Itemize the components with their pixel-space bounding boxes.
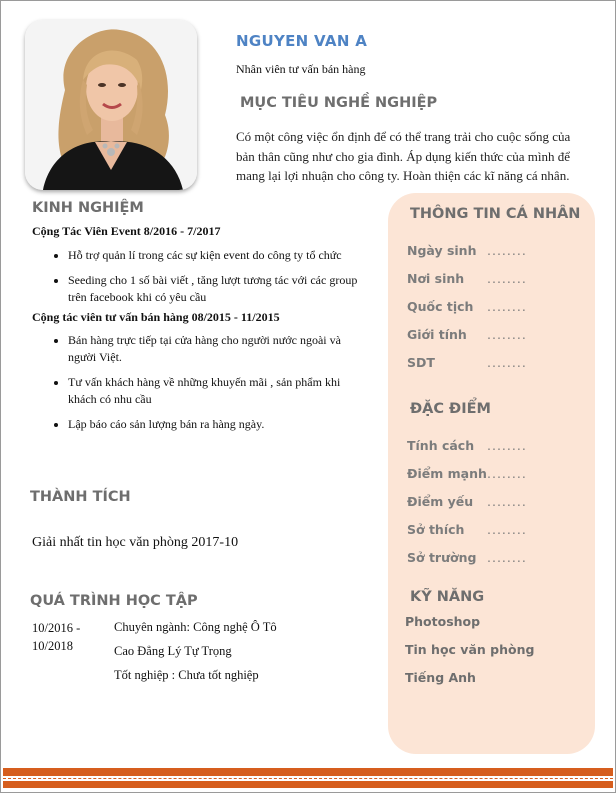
- objective-text: Có một công việc ổn định để có thể trang trải cho cuộc sống của bản thân cũng như cho gia đình. Áp dụng kiến thức của mình để mang lại lợi nhuận cho công ty. Hoàn thiện các kĩ năng cá nhân.: [236, 129, 571, 183]
- objective-heading: MỤC TIÊU NGHỀ NGHIỆP: [240, 95, 438, 111]
- skills-heading: KỸ NĂNG: [410, 589, 485, 605]
- personal-info-heading: THÔNG TIN CÁ NHÂN: [410, 206, 581, 222]
- footer-bar-top: [3, 768, 613, 776]
- experience-heading: KINH NGHIỆM: [32, 200, 144, 216]
- skill-item: Tin học văn phòng: [405, 642, 535, 657]
- job-duties-1: [50, 247, 368, 314]
- trait-label-forte: Sở trường: [407, 550, 477, 565]
- info-value-birthplace: ........: [487, 271, 527, 286]
- footer-dashed-line: [3, 778, 613, 779]
- education-major: Chuyên ngành: Công nghệ Ô Tô: [114, 620, 277, 634]
- trait-value-forte: ........: [487, 550, 527, 565]
- info-label-phone: SDT: [407, 355, 435, 370]
- info-value-birthdate: ........: [487, 243, 527, 258]
- list-item: • Bán hàng trực tiếp tại cửa hàng cho người nước ngoài và người Việt.: [68, 332, 368, 366]
- trait-label-personality: Tính cách: [407, 438, 475, 453]
- job-title-1: Cộng Tác Viên Event 8/2016 - 7/2017: [32, 224, 221, 238]
- skill-item: Tiếng Anh: [405, 670, 476, 685]
- job-title-2: Cộng tác viên tư vấn bán hàng 08/2015 - 11/2015: [32, 310, 280, 324]
- info-value-phone: ........: [487, 355, 527, 370]
- info-label-gender: Giới tính: [407, 327, 467, 342]
- trait-label-weaknesses: Điểm yếu: [407, 494, 474, 509]
- job-duties-2: [50, 332, 368, 441]
- skill-item: Photoshop: [405, 614, 481, 629]
- traits-heading: ĐẶC ĐIỂM: [410, 401, 491, 417]
- info-label-nationality: Quốc tịch: [407, 299, 474, 314]
- info-value-gender: ........: [487, 327, 527, 342]
- footer-bar-bottom: [3, 781, 613, 788]
- education-status: Tốt nghiệp : Chưa tốt nghiệp: [114, 668, 259, 682]
- trait-value-personality: ........: [487, 438, 527, 453]
- trait-value-strengths: ........: [487, 466, 527, 481]
- trait-value-hobbies: ........: [487, 522, 527, 537]
- list-item: • Lập báo cáo sản lượng bán ra hàng ngày.: [68, 416, 368, 433]
- list-item: • Hỗ trợ quản lí trong các sự kiện event do công ty tổ chức: [68, 247, 368, 264]
- achievement-item: Giải nhất tin học văn phòng 2017-10: [32, 535, 239, 550]
- candidate-name: NGUYEN VAN A: [236, 32, 368, 50]
- profile-photo: [25, 20, 197, 190]
- education-period: 10/2016 - 10/2018: [32, 621, 81, 653]
- achievements-heading: THÀNH TÍCH: [30, 489, 131, 505]
- trait-value-weaknesses: ........: [487, 494, 527, 509]
- info-value-nationality: ........: [487, 299, 527, 314]
- list-item: • Seeding cho 1 số bài viết , tăng lượt tương tác với các group trên facebook khi có yêu cầu: [68, 272, 368, 306]
- education-heading: QUÁ TRÌNH HỌC TẬP: [30, 593, 198, 609]
- footer-band: [3, 768, 613, 788]
- list-item: • Tư vấn khách hàng về những khuyến mãi , sản phẩm khi khách có nhu cầu: [68, 374, 368, 408]
- trait-label-strengths: Điểm mạnh: [407, 466, 487, 481]
- trait-label-hobbies: Sở thích: [407, 522, 465, 537]
- education-school: Cao Đẳng Lý Tự Trọng: [114, 644, 232, 658]
- info-label-birthdate: Ngày sinh: [407, 243, 477, 258]
- info-label-birthplace: Nơi sinh: [407, 271, 465, 286]
- job-title: Nhân viên tư vấn bán hàng: [236, 62, 366, 76]
